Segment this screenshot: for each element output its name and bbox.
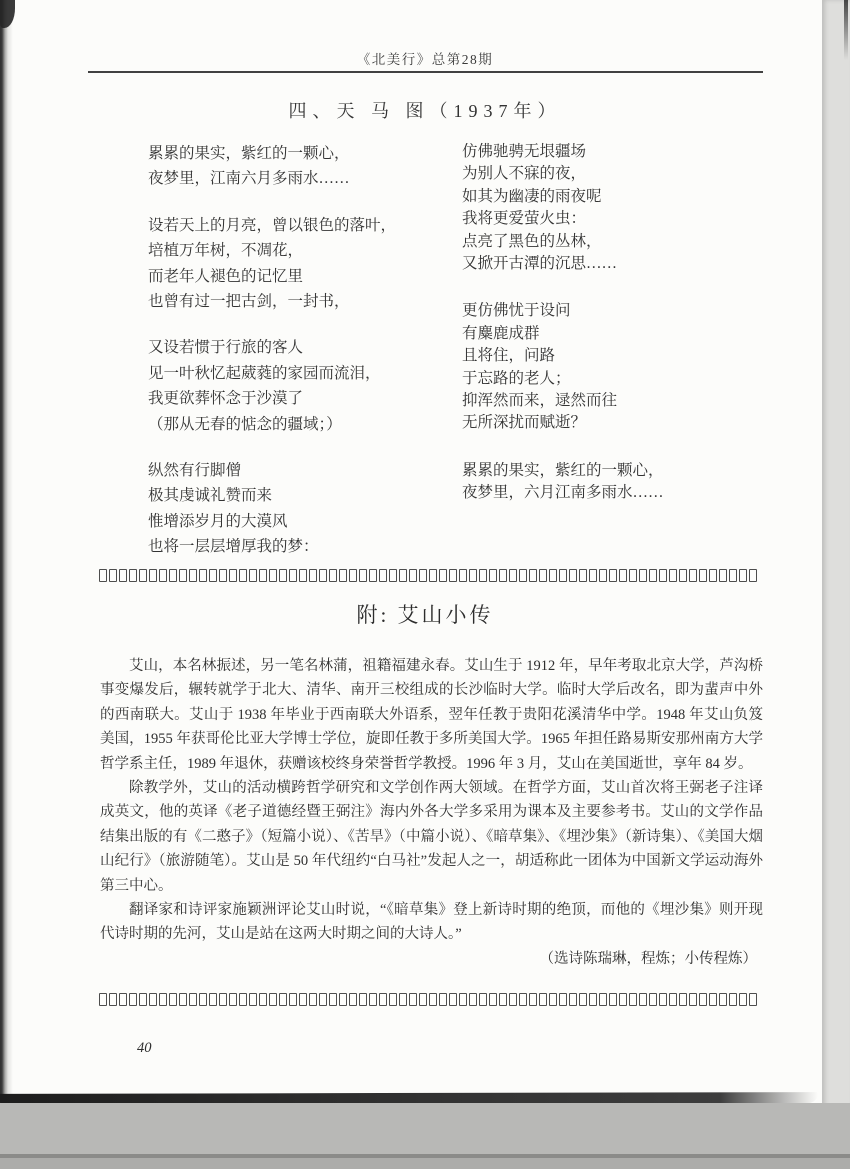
poem-line: 夜梦里，六月江南多雨水……	[462, 484, 664, 502]
poem-title: 四、天 马 图（1937年）	[288, 101, 562, 121]
poem-line: 我将更爱萤火虫：	[462, 210, 587, 228]
poem-line: 我更欲葬怀念于沙漠了	[148, 390, 304, 408]
poem-right-column	[462, 141, 664, 530]
poem-line: 又设若惯于行旅的客人	[148, 339, 304, 357]
poem-line: 惟增添岁月的大漠风	[148, 512, 288, 530]
poem-line: 培植万年树，不凋花，	[148, 242, 304, 260]
bio-heading: 附: 艾山小传	[356, 603, 494, 627]
poem-line: 为别人不寐的夜，	[462, 165, 587, 183]
bio-paragraph: 艾山，本名林振述，另一笔名林蒲，祖籍福建永春。艾山生于 1912 年，早年考取北京大学，芦沟桥事变爆发后，辗转就学于北大、清华、南开三校组成的长沙临时大学。临时大学后改名，即为蜚声中外的西南联大。艾山于 1938 年毕业于西南联大外语系，翌年任教于贵阳花溪清华中学。1948 年艾山负笈美国，1955 年获哥伦比亚大学博士学位，旋即任教于多所美国大学。1965 年担任路易斯安那州南方大学哲学系主任，1989 年退休，获赠该校终身荣誉哲学教授。1996 年 3 月，艾山在美国逝世，享年 84 岁。	[100, 658, 763, 772]
poem-line: 更仿佛忧于设问	[462, 302, 571, 320]
section-divider-top	[99, 569, 764, 583]
poem-line: 点亮了黑色的丛林，	[462, 232, 602, 250]
poem-line: 设若天上的月亮，曾以银色的落叶，	[148, 216, 397, 234]
poem-stanza	[148, 335, 396, 437]
poem-line: 有麋鹿成群	[462, 324, 540, 342]
poem-stanza	[148, 458, 396, 560]
poem-stanza	[462, 460, 664, 505]
poem-line: 极其虔诚礼赞而来	[148, 487, 273, 505]
poem-stanza	[462, 141, 664, 275]
poem-line: 仿佛驰骋无垠疆场	[462, 143, 587, 160]
section-divider-bottom	[99, 993, 764, 1007]
header-rule	[88, 71, 763, 73]
bio-paragraph: 翻译家和诗评家施颖洲评论艾山时说，“《暗草集》登上新诗时期的绝顶，而他的《埋沙集》则开现代诗时期的先河，艾山是站在这两大时期之间的大诗人。”	[100, 902, 763, 943]
poem-line: （那从无春的惦念的疆域；）	[148, 415, 342, 433]
poem-line: 见一叶秋忆起葳蕤的家园而流泪，	[148, 364, 381, 382]
poem-stanza	[148, 213, 396, 315]
poem-left-column	[148, 141, 396, 581]
poem-line: 又掀开古潭的沉思……	[462, 255, 618, 273]
poem-line: 夜梦里，江南六月多雨水……	[148, 170, 350, 188]
poem-line: 于忘路的老人；	[462, 369, 571, 387]
page-number: 40	[137, 1040, 152, 1056]
poem-stanza	[148, 141, 396, 192]
poem-line: 纵然有行脚僧	[148, 462, 242, 480]
bio-body	[100, 654, 763, 971]
poem-line: 无所深扰而赋逝？	[462, 414, 587, 432]
poem-line: 抑浑然而来，逯然而往	[462, 392, 618, 410]
scan-bottom-strip	[0, 1158, 850, 1169]
poem-line: 也将一层层增厚我的梦：	[148, 538, 319, 556]
poem-line: 如其为幽凄的雨夜呢	[462, 187, 602, 205]
bio-paragraph: 除教学外，艾山的活动横跨哲学研究和文学创作两大领域。在哲学方面，艾山首次将王弼老子注译成英文，他的英译《老子道德经暨王弼注》海内外各大学多采用为课本及主要参考书。艾山的文学作品结集出版的有《二憨子》（短篇小说）、《苦旱》（中篇小说）、《暗草集》、《埋沙集》（新诗集）、《美国大烟山纪行》（旅游随笔）。艾山是 50 年代纽约“白马社”发起人之一，胡适称此一团体为中国新文学运动海外第三中心。	[100, 780, 763, 894]
bio-attribution: （选诗陈瑞琳，程炼；小传程炼）	[539, 950, 757, 967]
poem-line: 累累的果实，紫红的一颗心，	[462, 461, 664, 479]
journal-issue-header: 《北美行》总第28期	[356, 52, 494, 67]
poem-line: 也曾有过一把古剑，一封书，	[148, 293, 350, 311]
poem-stanza	[462, 300, 664, 434]
poem-line: 且将住，问路	[462, 347, 556, 365]
poem-line: 而老年人褪色的记忆里	[148, 267, 304, 285]
poem-line: 累累的果实，紫红的一颗心，	[148, 145, 350, 162]
scan-edge-right	[822, 0, 850, 1169]
scan-edge-left	[0, 0, 13, 1169]
